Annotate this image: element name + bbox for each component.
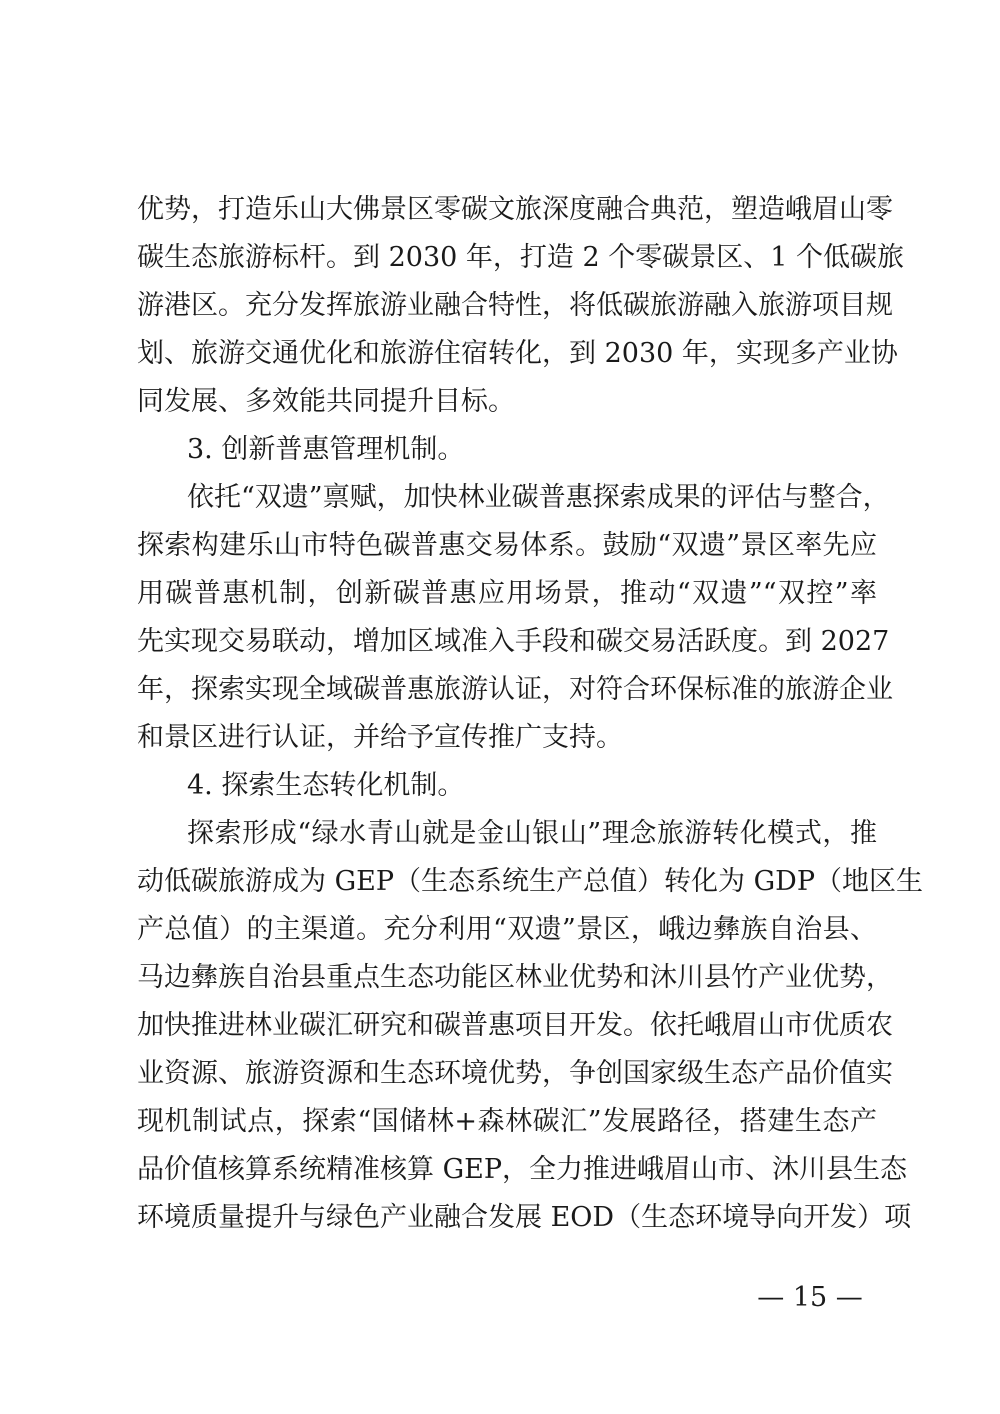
text-line: 和景区进行认证，并给予宣传推广支持。 [137, 722, 623, 753]
text-line: 业资源、旅游资源和生态环境优势，争创国家级生态产品价值实 [137, 1058, 893, 1089]
text-line: 年，探索实现全域碳普惠旅游认证，对符合环保标准的旅游企业 [137, 674, 893, 705]
text-line: 产总值）的主渠道。充分利用“双遗”景区，峨边彝族自治县、 [137, 914, 877, 945]
section-heading-3: 3. 创新普惠管理机制。 [187, 434, 465, 465]
text-line: 马边彝族自治县重点生态功能区林业优势和沐川县竹产业优势， [137, 962, 893, 993]
text-line: 探索构建乐山市特色碳普惠交易体系。鼓励“双遗”景区率先应 [137, 530, 877, 561]
section-heading-4: 4. 探索生态转化机制。 [187, 770, 465, 801]
text-line: 游港区。充分发挥旅游业融合特性，将低碳旅游融入旅游项目规 [137, 290, 893, 321]
text-line: 加快推进林业碳汇研究和碳普惠项目开发。依托峨眉山市优质农 [137, 1010, 893, 1041]
text-line: 现机制试点，探索“国储林+森林碳汇”发展路径，搭建生态产 [137, 1106, 877, 1137]
text-line: 碳生态旅游标杆。到 2030 年，打造 2 个零碳景区、1 个低碳旅 [137, 242, 904, 273]
page-number: — 15 — [757, 1282, 863, 1313]
text-line: 优势，打造乐山大佛景区零碳文旅深度融合典范，塑造峨眉山零 [137, 194, 893, 225]
text-line: 用碳普惠机制，创新碳普惠应用场景，推动“双遗”“双控”率 [137, 578, 877, 609]
text-line: 同发展、多效能共同提升目标。 [137, 386, 515, 417]
text-line: 动低碳旅游成为 GEP（生态系统生产总值）转化为 GDP（地区生 [137, 866, 923, 897]
paragraph-first-line: 依托“双遗”禀赋，加快林业碳普惠探索成果的评估与整合， [187, 482, 890, 513]
text-line: 环境质量提升与绿色产业融合发展 EOD（生态环境导向开发）项 [137, 1202, 912, 1233]
text-line: 划、旅游交通优化和旅游住宿转化，到 2030 年，实现多产业协 [137, 338, 898, 369]
text-line: 先实现交易联动，增加区域准入手段和碳交易活跃度。到 2027 [137, 626, 890, 657]
paragraph-first-line: 探索形成“绿水青山就是金山银山”理念旅游转化模式，推 [187, 818, 877, 849]
text-line: 品价值核算系统精准核算 GEP，全力推进峨眉山市、沐川县生态 [137, 1154, 908, 1185]
